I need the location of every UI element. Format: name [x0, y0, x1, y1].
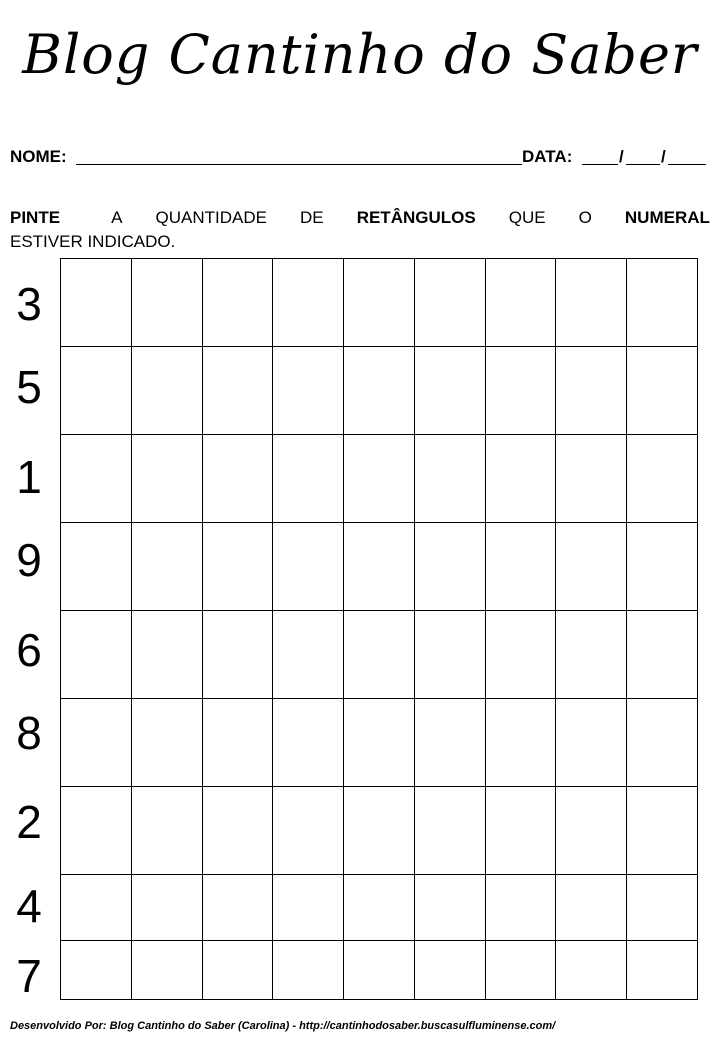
grid-cell[interactable]: [486, 523, 557, 611]
grid-cell[interactable]: [203, 611, 274, 699]
grid-cell[interactable]: [344, 787, 415, 875]
grid-cell[interactable]: [61, 875, 132, 941]
grid-row: [61, 347, 698, 435]
date-year-line[interactable]: [668, 164, 706, 165]
grid-cell[interactable]: [556, 611, 627, 699]
grid-cell[interactable]: [132, 611, 203, 699]
grid-cell[interactable]: [415, 347, 486, 435]
grid-cell[interactable]: [61, 941, 132, 1000]
grid-cell[interactable]: [273, 787, 344, 875]
grid-cell[interactable]: [627, 699, 698, 787]
grid-row: [61, 259, 698, 347]
grid-cell[interactable]: [344, 611, 415, 699]
grid-cell[interactable]: [486, 875, 557, 941]
grid-cell[interactable]: [415, 435, 486, 523]
grid-cell[interactable]: [627, 941, 698, 1000]
grid-cell[interactable]: [627, 875, 698, 941]
grid-cell[interactable]: [61, 699, 132, 787]
grid-cell[interactable]: [415, 941, 486, 1000]
grid-cell[interactable]: [627, 435, 698, 523]
page-title: Blog Cantinho do Saber: [22, 23, 698, 86]
grid-cell[interactable]: [132, 875, 203, 941]
grid-cell[interactable]: [203, 875, 274, 941]
grid-cell[interactable]: [415, 523, 486, 611]
grid-cell[interactable]: [132, 347, 203, 435]
grid-cell[interactable]: [273, 699, 344, 787]
name-field-line[interactable]: [76, 164, 522, 165]
grid-cell[interactable]: [486, 347, 557, 435]
grid-cell[interactable]: [415, 699, 486, 787]
grid-cell[interactable]: [627, 523, 698, 611]
grid-cell[interactable]: [486, 699, 557, 787]
grid-row: [61, 787, 698, 875]
grid-cell[interactable]: [61, 787, 132, 875]
grid-cell[interactable]: [61, 523, 132, 611]
grid-cell[interactable]: [273, 875, 344, 941]
grid-cell[interactable]: [132, 435, 203, 523]
grid-cell[interactable]: [486, 787, 557, 875]
row-numeral: 4: [16, 880, 42, 932]
date-month-line[interactable]: [626, 164, 660, 165]
grid-row: [61, 523, 698, 611]
row-numeral: 6: [16, 624, 42, 676]
grid-cell[interactable]: [344, 435, 415, 523]
grid-cell[interactable]: [344, 523, 415, 611]
grid-cell[interactable]: [132, 699, 203, 787]
grid-cell[interactable]: [486, 611, 557, 699]
grid-cell[interactable]: [203, 941, 274, 1000]
grid-cell[interactable]: [556, 941, 627, 1000]
instruction-word: QUE: [508, 208, 546, 227]
grid-row: [61, 611, 698, 699]
name-label: NOME:: [10, 147, 67, 166]
grid-cell[interactable]: [273, 941, 344, 1000]
row-numeral: 3: [16, 278, 42, 330]
instruction-word: QUANTIDADE: [155, 208, 267, 227]
grid-cell[interactable]: [273, 523, 344, 611]
grid-cell[interactable]: [132, 523, 203, 611]
grid-cell[interactable]: [415, 875, 486, 941]
grid-cell[interactable]: [556, 347, 627, 435]
grid-cell[interactable]: [203, 787, 274, 875]
row-numeral: 8: [16, 707, 42, 759]
grid-cell[interactable]: [344, 941, 415, 1000]
grid-cell[interactable]: [273, 347, 344, 435]
date-separator: /: [661, 147, 666, 166]
grid-cell[interactable]: [556, 787, 627, 875]
grid-cell[interactable]: [273, 435, 344, 523]
grid-cell[interactable]: [556, 435, 627, 523]
grid-row: [61, 875, 698, 941]
grid-cell[interactable]: [415, 611, 486, 699]
rectangle-grid: [60, 258, 698, 1000]
grid-cell[interactable]: [415, 259, 486, 347]
grid-cell[interactable]: [556, 259, 627, 347]
grid-cell[interactable]: [61, 435, 132, 523]
grid-row: [61, 941, 698, 1000]
date-separator: /: [619, 147, 624, 166]
grid-row: [61, 699, 698, 787]
grid-cell[interactable]: [203, 259, 274, 347]
grid-cell[interactable]: [61, 259, 132, 347]
date-label: DATA:: [522, 147, 573, 166]
row-numeral: 1: [16, 451, 42, 503]
grid-row: [61, 435, 698, 523]
grid-cell[interactable]: [132, 259, 203, 347]
grid-cell[interactable]: [415, 787, 486, 875]
grid-cell[interactable]: [627, 611, 698, 699]
instruction-word: NUMERAL: [624, 208, 710, 227]
grid-cell[interactable]: [344, 699, 415, 787]
grid-cell[interactable]: [203, 347, 274, 435]
grid-cell[interactable]: [344, 259, 415, 347]
grid-cell[interactable]: [556, 875, 627, 941]
grid-cell[interactable]: [486, 435, 557, 523]
grid-cell[interactable]: [61, 347, 132, 435]
grid-cell[interactable]: [556, 699, 627, 787]
instruction-word: PINTE: [10, 208, 61, 227]
grid-cell[interactable]: [486, 259, 557, 347]
grid-cell[interactable]: [556, 523, 627, 611]
grid-cell[interactable]: [486, 941, 557, 1000]
instruction-word: O: [578, 208, 592, 227]
instruction-word: A: [111, 208, 123, 227]
grid-cell[interactable]: [132, 941, 203, 1000]
grid-cell[interactable]: [273, 611, 344, 699]
instructions: [10, 206, 710, 254]
footer-credit: Desenvolvido Por: Blog Cantinho do Saber (Carolina) - http://cantinhodosaber.buscasulfluminense.com/: [10, 1020, 556, 1032]
row-numeral: 7: [16, 950, 42, 1002]
instruction-line-2: ESTIVER INDICADO.: [10, 232, 176, 251]
grid-cell[interactable]: [344, 875, 415, 941]
grid-cell[interactable]: [203, 699, 274, 787]
row-numeral: 9: [16, 534, 42, 586]
grid-cell[interactable]: [627, 347, 698, 435]
student-info-row: [10, 146, 710, 168]
date-day-line[interactable]: [582, 164, 618, 165]
grid-cell[interactable]: [132, 787, 203, 875]
grid-cell[interactable]: [344, 347, 415, 435]
grid-cell[interactable]: [627, 259, 698, 347]
grid-cell[interactable]: [273, 259, 344, 347]
grid-cell[interactable]: [203, 523, 274, 611]
grid-cell[interactable]: [61, 611, 132, 699]
instruction-word: RETÂNGULOS: [356, 208, 476, 227]
row-numeral: 5: [16, 361, 42, 413]
row-numeral: 2: [16, 796, 42, 848]
grid-cell[interactable]: [627, 787, 698, 875]
grid-cell[interactable]: [203, 435, 274, 523]
instruction-word: DE: [300, 208, 324, 227]
